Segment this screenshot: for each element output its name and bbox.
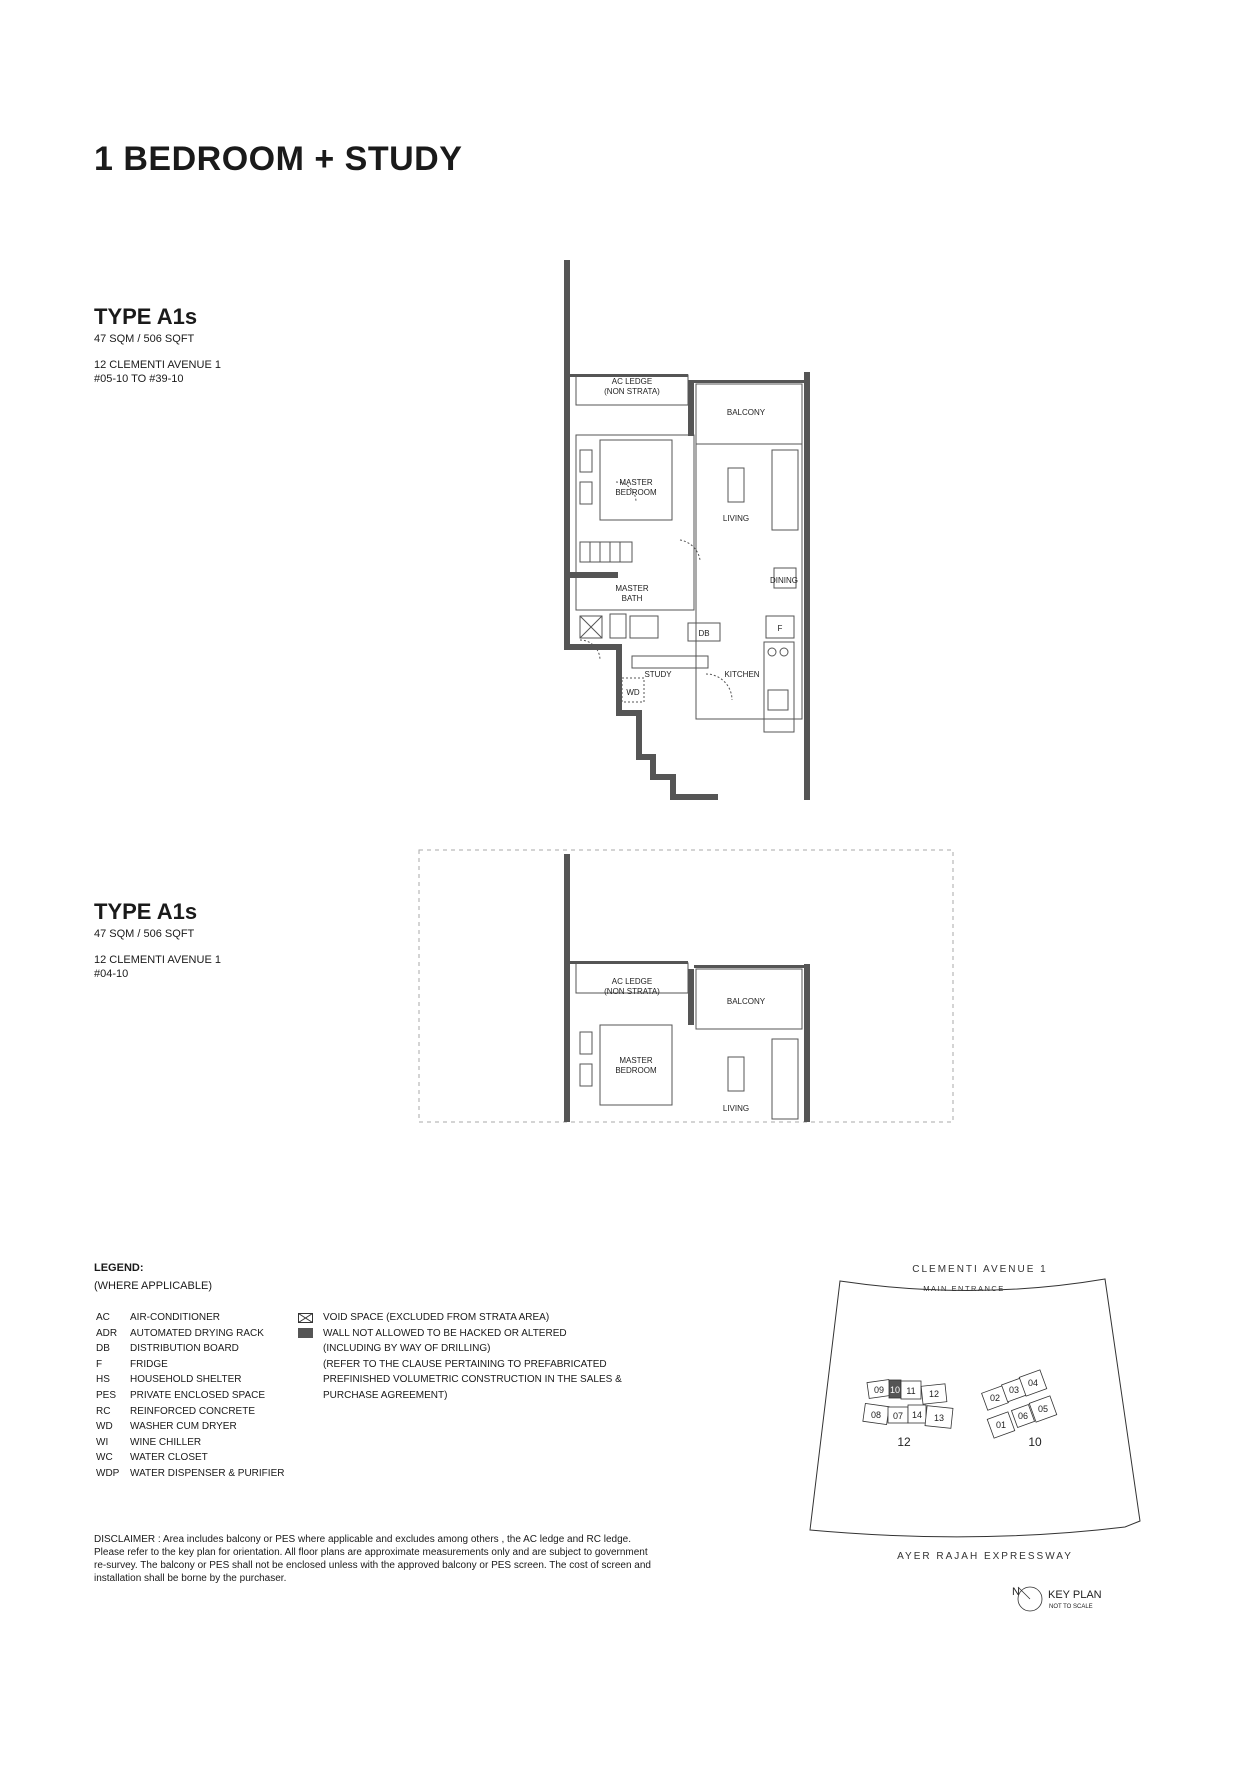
unit-label: 09 xyxy=(873,1385,885,1395)
study-desk xyxy=(632,656,708,668)
label-master-bedroom: MASTER xyxy=(619,1056,653,1065)
north-label: N xyxy=(1012,1586,1020,1598)
legend-list xyxy=(96,1310,284,1482)
legend-note: (INCLUDING BY WAY OF DRILLING) xyxy=(323,1343,491,1355)
plan-address: 12 CLEMENTI AVENUE 1 xyxy=(94,954,221,966)
unit-label: 13 xyxy=(933,1413,945,1423)
label-dining: DINING xyxy=(770,576,798,585)
legend-item: ADR AUTOMATED DRYING RACK xyxy=(96,1327,264,1339)
plan-info-1 xyxy=(94,304,221,386)
label-db: DB xyxy=(698,629,710,638)
unit-label: 06 xyxy=(1017,1411,1029,1421)
page-title: 1 BEDROOM + STUDY xyxy=(94,140,463,178)
legend-item: WDP WATER DISPENSER & PURIFIER xyxy=(96,1467,285,1479)
legend-notes xyxy=(298,1310,622,1404)
solid-wall-icon xyxy=(298,1328,323,1338)
legend-item: WI WINE CHILLER xyxy=(96,1436,202,1448)
legend-item: F FRIDGE xyxy=(96,1358,168,1370)
label-kitchen: KITCHEN xyxy=(724,670,760,679)
legend-item: AC AIR-CONDITIONER xyxy=(96,1312,220,1323)
label-balcony: BALCONY xyxy=(726,408,766,417)
unit-label: 08 xyxy=(870,1410,882,1420)
label-non-strata: (NON STRATA) xyxy=(604,387,660,396)
label-non-strata: (NON STRATA) xyxy=(604,987,660,996)
block-label-10: 10 xyxy=(1028,1435,1042,1449)
legend-note: (REFER TO THE CLAUSE PERTAINING TO PREFABRICATED xyxy=(323,1358,607,1370)
road-top-label: CLEMENTI AVENUE 1 xyxy=(912,1264,1048,1275)
legend-title: LEGEND: xyxy=(94,1262,144,1274)
plan-units: #04-10 xyxy=(94,968,129,980)
legend-note: PURCHASE AGREEMENT) xyxy=(323,1389,448,1401)
floor-plan-2 xyxy=(418,849,954,1125)
label-living: LIVING xyxy=(722,1104,750,1113)
label-master-bath-2: BATH xyxy=(621,594,643,603)
unit-label: 03 xyxy=(1008,1385,1020,1395)
unit-label: 04 xyxy=(1027,1378,1039,1388)
disclaimer: DISCLAIMER : Area includes balcony or PES where applicable and excludes among others , the AC ledge and RC ledge. Please refer to the key plan for orientation. All floor plans are approximate measurements only and are subject to government re-survey. The balcony or PES shall not be enclosed unless with the approved balcony or PES screen. The cost of screen and installation shall be borne by the purchaser. xyxy=(94,1534,651,1584)
plan-address: 12 CLEMENTI AVENUE 1 xyxy=(94,359,221,371)
unit-label: 12 xyxy=(928,1389,940,1399)
sofa xyxy=(772,450,798,530)
plan-frame xyxy=(419,850,953,1122)
legend-item: WD WASHER CUM DRYER xyxy=(96,1421,237,1433)
site-boundary xyxy=(810,1279,1140,1537)
label-master-bedroom: MASTER xyxy=(619,478,653,487)
plan-area: 47 SQM / 506 SQFT xyxy=(94,333,195,345)
unit-label: 02 xyxy=(989,1393,1001,1403)
key-plan xyxy=(800,1255,1160,1635)
label-ac-ledge: AC LEDGE xyxy=(611,377,653,386)
wardrobe xyxy=(580,542,632,562)
plan-type-title: TYPE A1s xyxy=(94,899,198,924)
coffee-table xyxy=(728,468,744,502)
label-wd: WD xyxy=(626,688,640,697)
block-label-12: 12 xyxy=(897,1435,911,1449)
legend-note: VOID SPACE (EXCLUDED FROM STRATA AREA) xyxy=(298,1310,622,1326)
plan-area: 47 SQM / 506 SQFT xyxy=(94,928,195,940)
plan-type-title: TYPE A1s xyxy=(94,304,198,329)
unit-label: 11 xyxy=(906,1386,916,1396)
label-ac-ledge: AC LEDGE xyxy=(611,977,653,986)
plan-units: #05-10 TO #39-10 xyxy=(94,373,184,385)
legend-subtitle: (WHERE APPLICABLE) xyxy=(94,1280,212,1292)
main-entrance-label: MAIN ENTRANCE xyxy=(923,1284,1005,1293)
wc xyxy=(610,614,626,638)
legend-note: PREFINISHED VOLUMETRIC CONSTRUCTION IN THE SALES & xyxy=(323,1374,622,1386)
label-balcony: BALCONY xyxy=(726,997,766,1006)
basin xyxy=(630,616,658,638)
void-space-icon xyxy=(298,1313,323,1323)
key-plan-sublabel: NOT TO SCALE xyxy=(1049,1604,1093,1610)
unit-label: 01 xyxy=(995,1420,1007,1430)
unit-label: 07 xyxy=(892,1411,904,1421)
legend-item: PES PRIVATE ENCLOSED SPACE xyxy=(96,1389,266,1401)
plan-info-2 xyxy=(94,899,221,981)
road-bottom-label: AYER RAJAH EXPRESSWAY xyxy=(897,1551,1073,1562)
floor-plan-1 xyxy=(560,260,830,800)
walls xyxy=(564,854,810,1122)
unit-label: 05 xyxy=(1037,1404,1049,1414)
legend-item: WC WATER CLOSET xyxy=(96,1452,208,1464)
legend-item: RC REINFORCED CONCRETE xyxy=(96,1405,256,1417)
label-fridge: F xyxy=(777,624,783,633)
label-study: STUDY xyxy=(644,670,672,679)
label-master-bedroom-2: BEDROOM xyxy=(615,488,657,497)
legend-item: HS HOUSEHOLD SHELTER xyxy=(96,1374,242,1386)
unit-label: 10 xyxy=(889,1385,901,1395)
label-master-bedroom-2: BEDROOM xyxy=(615,1066,657,1075)
label-master-bath: MASTER xyxy=(615,584,649,593)
unit-label: 14 xyxy=(911,1410,923,1420)
legend-item: DB DISTRIBUTION BOARD xyxy=(96,1343,239,1355)
legend-note: WALL NOT ALLOWED TO BE HACKED OR ALTERED xyxy=(298,1326,622,1342)
key-plan-label: KEY PLAN xyxy=(1048,1589,1102,1601)
label-living: LIVING xyxy=(722,514,750,523)
